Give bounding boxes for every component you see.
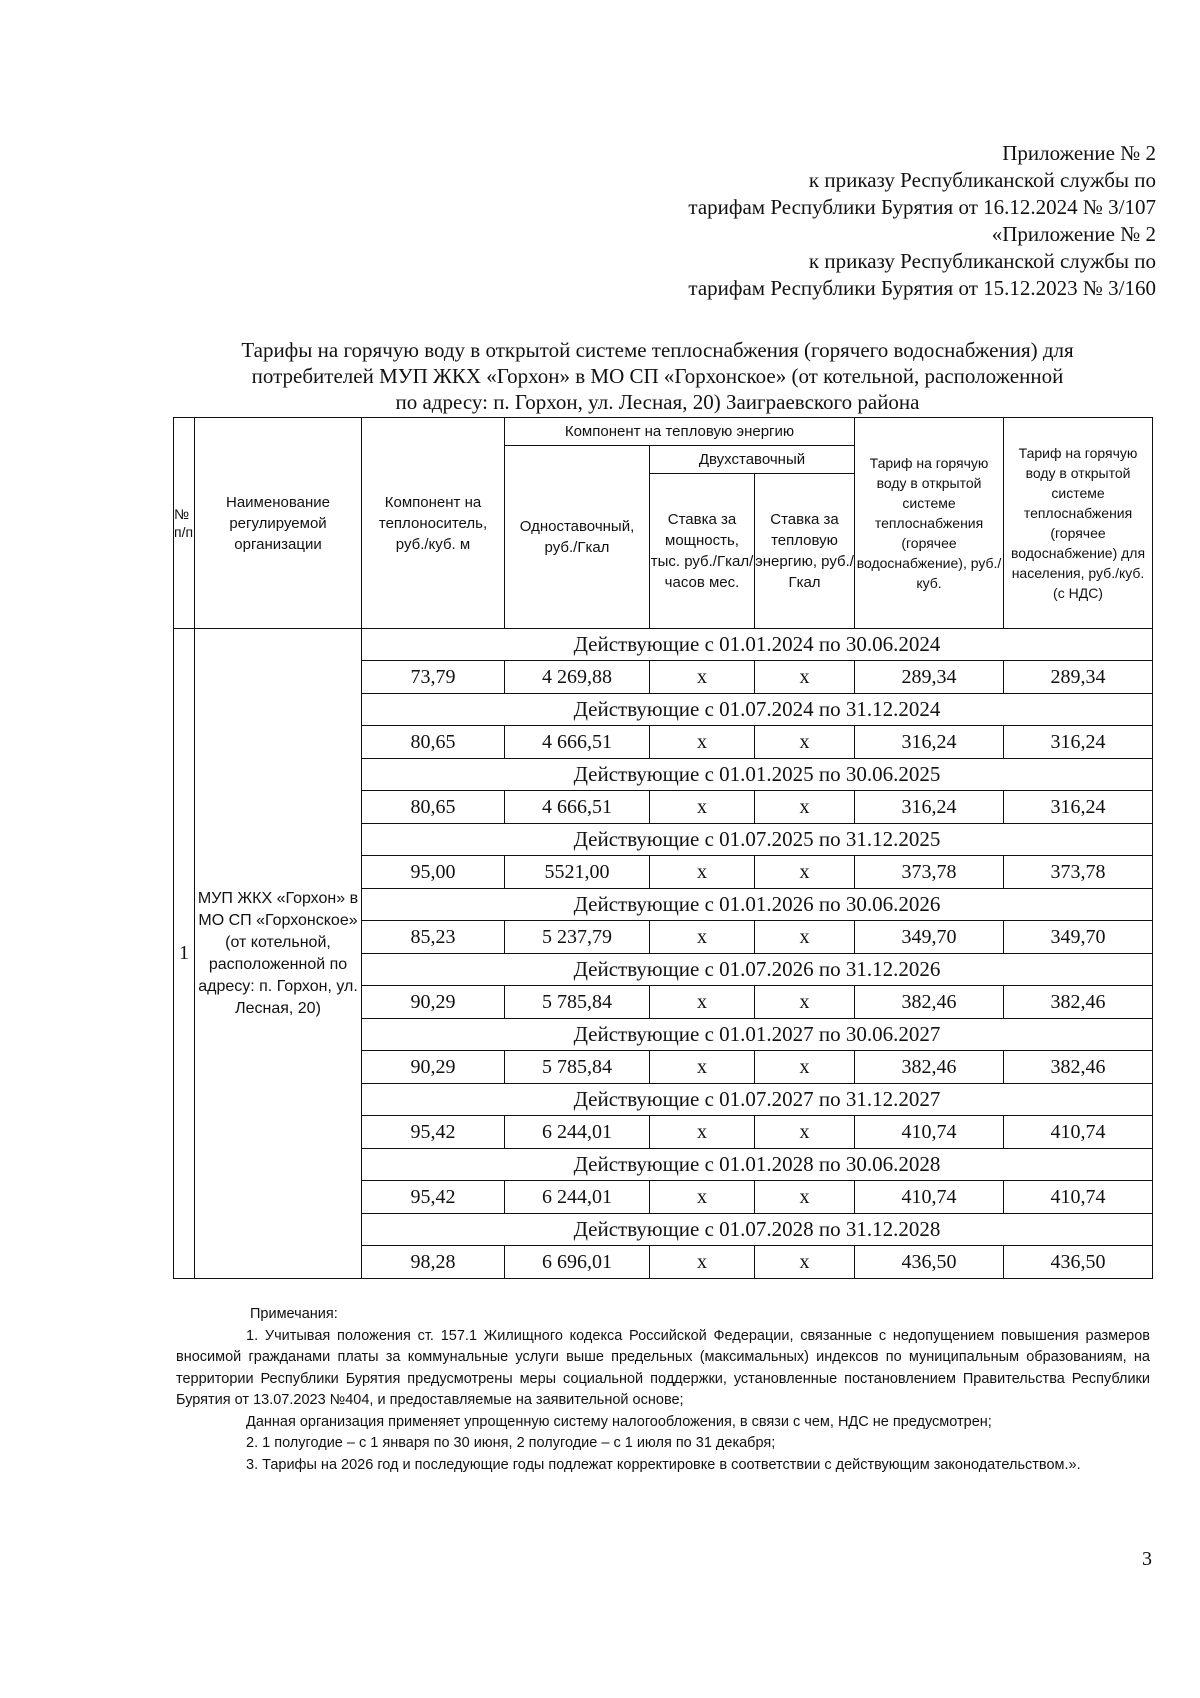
- cell-carrier: 95,00: [362, 856, 505, 889]
- period-label: Действующие с 01.07.2025 по 31.12.2025: [362, 824, 1153, 856]
- cell-energy: х: [755, 1181, 855, 1214]
- cell-tariff-pop: 373,78: [1004, 856, 1153, 889]
- cell-tariff: 382,46: [855, 1051, 1004, 1084]
- title-line: Тарифы на горячую воду в открытой системе теплоснабжения (горячего водоснабжения) для: [241, 338, 1074, 362]
- cell-carrier: 98,28: [362, 1246, 505, 1279]
- cell-tariff: 316,24: [855, 791, 1004, 824]
- period-label: Действующие с 01.01.2028 по 30.06.2028: [362, 1149, 1153, 1181]
- cell-tariff-pop: 410,74: [1004, 1181, 1153, 1214]
- cell-tariff-pop: 382,46: [1004, 1051, 1153, 1084]
- cell-energy: х: [755, 986, 855, 1019]
- cell-tariff: 382,46: [855, 986, 1004, 1019]
- cell-capacity: х: [650, 1116, 755, 1149]
- header-num: № п/п: [174, 418, 195, 629]
- cell-tariff: 410,74: [855, 1181, 1004, 1214]
- cell-tariff: 289,34: [855, 661, 1004, 694]
- notes-heading: Примечания:: [250, 1306, 338, 1322]
- cell-tariff-pop: 289,34: [1004, 661, 1153, 694]
- cell-single: 5 785,84: [505, 986, 650, 1019]
- appendix-line: тарифам Республики Бурятия от 15.12.2023 № 3/160: [688, 276, 1156, 300]
- header-carrier: Компонент на теплоноситель, руб./куб. м: [362, 418, 505, 629]
- page-number: 3: [1142, 1548, 1152, 1570]
- cell-energy: х: [755, 661, 855, 694]
- cell-tariff: 410,74: [855, 1116, 1004, 1149]
- cell-capacity: х: [650, 1246, 755, 1279]
- cell-carrier: 90,29: [362, 1051, 505, 1084]
- cell-tariff-pop: 410,74: [1004, 1116, 1153, 1149]
- cell-energy: х: [755, 1246, 855, 1279]
- cell-tariff: 373,78: [855, 856, 1004, 889]
- cell-carrier: 95,42: [362, 1181, 505, 1214]
- cell-capacity: х: [650, 856, 755, 889]
- cell-carrier: 90,29: [362, 986, 505, 1019]
- note-item: 3. Тарифы на 2026 год и последующие годы подлежат корректировке в соответствии с действующим законодательством.».: [246, 1456, 1081, 1473]
- cell-tariff-pop: 316,24: [1004, 726, 1153, 759]
- cell-tariff-pop: 349,70: [1004, 921, 1153, 954]
- cell-single: 6 244,01: [505, 1181, 650, 1214]
- cell-capacity: х: [650, 1051, 755, 1084]
- note-item: 1. Учитывая положения ст. 157.1 Жилищного кодекса Российской Федерации, связанные с недопущением повышения размеров вносимой гражданами платы за коммунальные услуги выше предельных (максимальных) индексов по муниципальным образованиям, на территории Республики Бурятия предусмотрены меры социальной поддержки, установленные постановлением Правительства Республики Бурятия от 13.07.2023 №404, и предоставляемые на заявительной основе;: [176, 1327, 1150, 1408]
- header-org: Наименование регулируемой организации: [195, 418, 362, 629]
- header-single-rate: Одноставочный, руб./Гкал: [505, 446, 650, 629]
- cell-capacity: х: [650, 1181, 755, 1214]
- title-line: потребителей МУП ЖКХ «Горхон» в МО СП «Горхонское» (от котельной, расположенной: [251, 364, 1064, 388]
- cell-energy: х: [755, 1116, 855, 1149]
- cell-carrier: 95,42: [362, 1116, 505, 1149]
- header-tariff: Тариф на горячую воду в открытой системе теплоснабжения (горячее водоснабжение), руб./куб.: [855, 418, 1004, 629]
- header-energy-group: Компонент на тепловую энергию: [505, 418, 855, 446]
- appendix-line: «Приложение № 2: [991, 222, 1156, 246]
- organization-name: МУП ЖКХ «Горхон» в МО СП «Горхонское» (от котельной, расположенной по адресу: п. Горхон, ул. Лесная, 20): [195, 629, 362, 1279]
- period-label: Действующие с 01.01.2026 по 30.06.2026: [362, 889, 1153, 921]
- period-label: Действующие с 01.07.2024 по 31.12.2024: [362, 694, 1153, 726]
- period-label: Действующие с 01.07.2026 по 31.12.2026: [362, 954, 1153, 986]
- period-label: Действующие с 01.07.2027 по 31.12.2027: [362, 1084, 1153, 1116]
- header-two-rate: Двухставочный: [650, 446, 855, 474]
- cell-energy: х: [755, 1051, 855, 1084]
- cell-capacity: х: [650, 921, 755, 954]
- cell-energy: х: [755, 921, 855, 954]
- cell-capacity: х: [650, 726, 755, 759]
- period-label: Действующие с 01.01.2027 по 30.06.2027: [362, 1019, 1153, 1051]
- cell-tariff-pop: 382,46: [1004, 986, 1153, 1019]
- notes: [176, 1304, 1150, 1476]
- cell-carrier: 85,23: [362, 921, 505, 954]
- tariff-table: [173, 417, 1153, 1279]
- cell-tariff: 349,70: [855, 921, 1004, 954]
- cell-single: 5521,00: [505, 856, 650, 889]
- cell-capacity: х: [650, 661, 755, 694]
- cell-tariff-pop: 316,24: [1004, 791, 1153, 824]
- appendix-line: Приложение № 2: [1002, 141, 1156, 165]
- cell-single: 6 244,01: [505, 1116, 650, 1149]
- cell-capacity: х: [650, 986, 755, 1019]
- cell-carrier: 80,65: [362, 791, 505, 824]
- header-tariff-population: Тариф на горячую воду в открытой системе теплоснабжения (горячее водоснабжение) для населения, руб./куб. (с НДС): [1004, 418, 1153, 629]
- period-label: Действующие с 01.01.2024 по 30.06.2024: [362, 629, 1153, 661]
- cell-capacity: х: [650, 791, 755, 824]
- appendix-line: к приказу Республиканской службы по: [808, 249, 1156, 273]
- header-energy-rate: Ставка за тепловую энергию, руб./Гкал: [755, 474, 855, 629]
- period-label: Действующие с 01.01.2025 по 30.06.2025: [362, 759, 1153, 791]
- header-capacity-rate: Ставка за мощность, тыс. руб./Гкал/ часов мес.: [650, 474, 755, 629]
- note-item: 2. 1 полугодие – с 1 января по 30 июня, 2 полугодие – с 1 июля по 31 декабря;: [246, 1435, 776, 1451]
- appendix-line: тарифам Республики Бурятия от 16.12.2024 № 3/107: [688, 195, 1156, 219]
- appendix-line: к приказу Республиканской службы по: [808, 168, 1156, 192]
- cell-carrier: 73,79: [362, 661, 505, 694]
- note-item: Данная организация применяет упрощенную систему налогообложения, в связи с чем, НДС не предусмотрен;: [246, 1413, 992, 1430]
- cell-tariff: 316,24: [855, 726, 1004, 759]
- period-row: [174, 629, 1153, 661]
- cell-single: 4 269,88: [505, 661, 650, 694]
- row-number: 1: [174, 629, 195, 1279]
- cell-carrier: 80,65: [362, 726, 505, 759]
- cell-single: 5 785,84: [505, 1051, 650, 1084]
- cell-energy: х: [755, 856, 855, 889]
- cell-energy: х: [755, 726, 855, 759]
- cell-single: 4 666,51: [505, 791, 650, 824]
- cell-single: 5 237,79: [505, 921, 650, 954]
- cell-tariff: 436,50: [855, 1246, 1004, 1279]
- cell-single: 4 666,51: [505, 726, 650, 759]
- period-label: Действующие с 01.07.2028 по 31.12.2028: [362, 1214, 1153, 1246]
- document-title: [165, 337, 1150, 415]
- appendix-header: [516, 140, 1156, 302]
- cell-energy: х: [755, 791, 855, 824]
- cell-tariff-pop: 436,50: [1004, 1246, 1153, 1279]
- cell-single: 6 696,01: [505, 1246, 650, 1279]
- title-line: по адресу: п. Горхон, ул. Лесная, 20) Заиграевского района: [395, 390, 920, 414]
